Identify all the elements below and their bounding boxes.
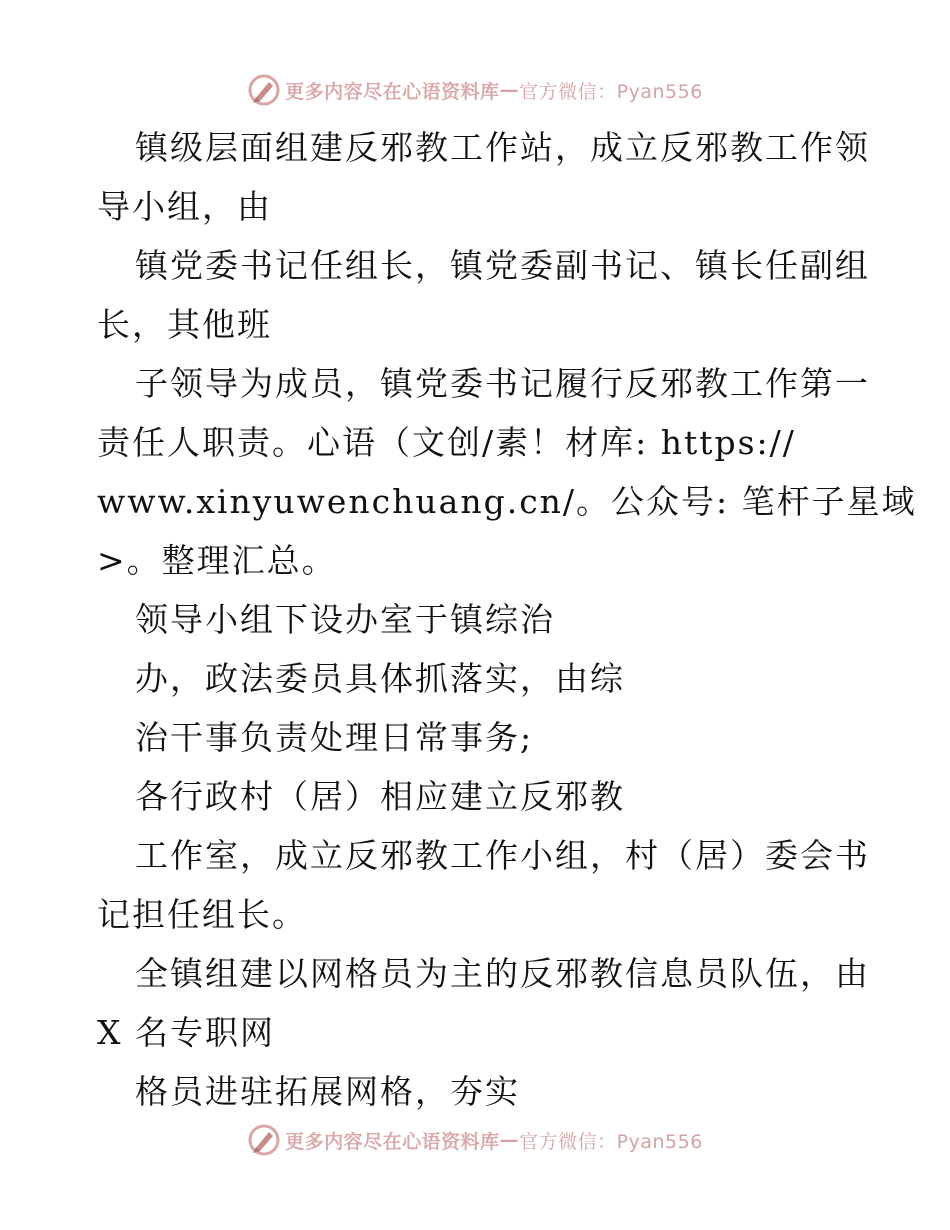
text-line: 办，政法委员具体抓落实，由综 bbox=[135, 659, 625, 698]
text-line: www.xinyuwenchuang.cn/。公众号: 笔杆子星域 bbox=[97, 482, 917, 521]
pen-logo-icon bbox=[247, 1123, 281, 1157]
text-line: 工作室，成立反邪教工作小组，村（居）委会书 bbox=[135, 836, 870, 875]
watermark-brand-text: 更多内容尽在心语资料库 bbox=[285, 1130, 500, 1153]
watermark-dash: — bbox=[499, 79, 520, 101]
text-line: 导小组，由 bbox=[97, 187, 272, 226]
text-line: 子领导为成员，镇党委书记履行反邪教工作第一 bbox=[135, 364, 870, 403]
watermark-brand-text: 更多内容尽在心语资料库 bbox=[285, 80, 500, 103]
text-line: 格员进驻拓展网格，夯实 bbox=[135, 1072, 520, 1111]
watermark-contact-text: 官方微信：Pyan556 bbox=[519, 1130, 703, 1153]
text-line: 各行政村（居）相应建立反邪教 bbox=[135, 777, 625, 816]
watermark-dash: — bbox=[499, 1129, 520, 1151]
text-line: X 名专职网 bbox=[97, 1013, 275, 1052]
watermark-contact-text: 官方微信：Pyan556 bbox=[519, 80, 703, 103]
text-line: 记担任组长。 bbox=[97, 895, 307, 934]
text-line: 领导小组下设办室于镇综治 bbox=[135, 600, 555, 639]
text-line: 镇级层面组建反邪教工作站，成立反邪教工作领 bbox=[135, 128, 870, 167]
text-line: 全镇组建以网格员为主的反邪教信息员队伍，由 bbox=[135, 954, 870, 993]
text-line: 责任人职责。心语（文创/素！材库: https:// bbox=[97, 423, 796, 462]
header-watermark bbox=[0, 70, 950, 110]
text-line: 长，其他班 bbox=[97, 305, 272, 344]
text-line: 镇党委书记任组长，镇党委副书记、镇长任副组 bbox=[135, 246, 870, 285]
text-line: 治干事负责处理日常事务; bbox=[135, 718, 534, 757]
pen-logo-icon bbox=[247, 73, 281, 107]
document-body bbox=[97, 118, 917, 1121]
footer-watermark bbox=[0, 1120, 950, 1160]
text-line: >。整理汇总。 bbox=[97, 541, 337, 580]
